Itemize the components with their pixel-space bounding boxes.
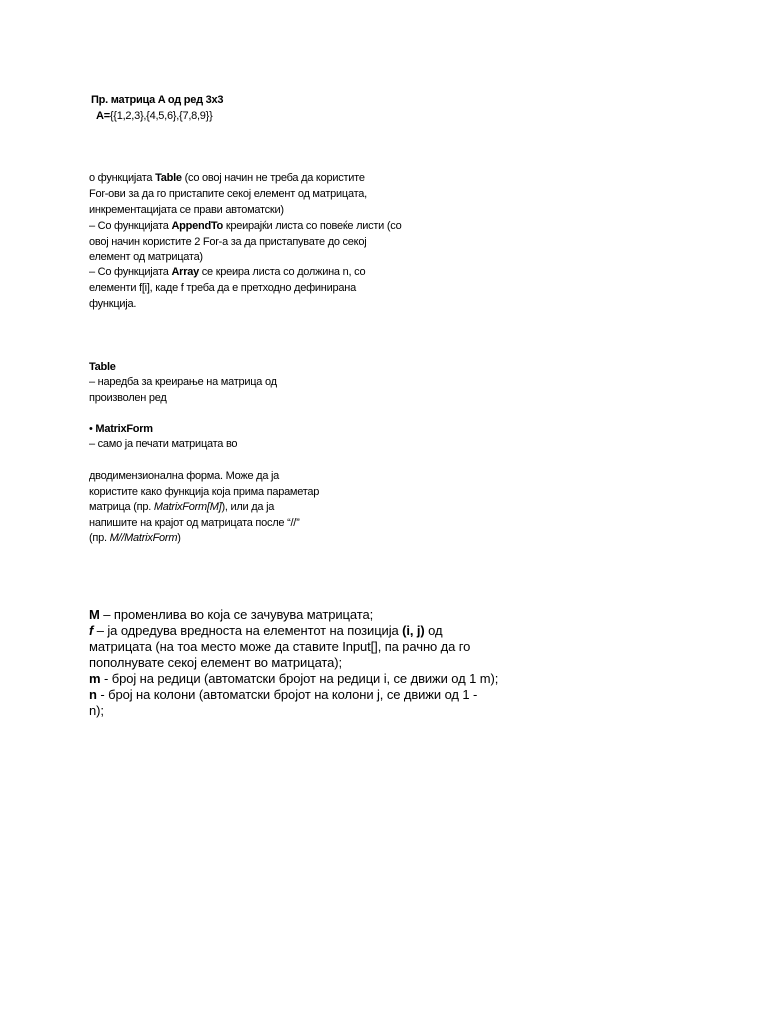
- methods-line-2: For-ови за да го пристапите секој елемент од матрицата,: [89, 188, 367, 200]
- table-desc-2: произволен ред: [89, 392, 167, 404]
- matrixform-desc-6: (пр. M//MatrixForm): [89, 532, 181, 544]
- bullet-icon: •: [89, 423, 93, 435]
- param-cols-line-2: n);: [89, 703, 104, 718]
- param-f-line-1: f – ја одредува вредноста на елементот на позиција (i, j) од: [89, 623, 443, 638]
- param-f-line-3: пополнувате секој елемент во матрицата);: [89, 655, 342, 670]
- example-title: Пр. матрица A од ред 3x3: [91, 94, 224, 106]
- methods-line-8: елементи f[i], каде f треба да е претходно дефинирана: [89, 282, 356, 294]
- methods-line-7: – Со функцијата Array се креира листа со должина n, со: [89, 266, 366, 278]
- methods-line-6: елемент од матрицата): [89, 251, 203, 263]
- param-f-line-2: матрицата (на тоа место може да ставите Input[], па рачно да го: [89, 639, 471, 654]
- table-desc-1: – наредба за креирање на матрица од: [89, 376, 277, 388]
- methods-line-9: функција.: [89, 298, 137, 310]
- matrixform-desc-1: – само ја печати матрицата во: [89, 438, 238, 450]
- matrixform-desc-3: користите како функција која прима параметар: [89, 486, 320, 498]
- table-heading: Table: [89, 361, 116, 373]
- methods-line-3: инкрементацијата се прави автоматски): [89, 204, 284, 216]
- methods-line-5: овој начин користите 2 For-а за да пристапувате до секој: [89, 236, 367, 248]
- param-rows-line: m - број на редици (автоматски бројот на редици i, се движи од 1 m);: [89, 671, 499, 686]
- matrixform-heading: • MatrixForm: [89, 423, 153, 435]
- matrixform-desc-4: матрица (пр. MatrixForm[M]), или да ја: [89, 501, 275, 513]
- param-cols-line-1: n - број на колони (автоматски бројот на колони j, се движи од 1 -: [89, 687, 478, 702]
- param-m-line: M – променлива во која се зачувува матрицата;: [89, 607, 374, 622]
- matrixform-desc-5: напишите на крајот од матрицата после “//”: [89, 517, 300, 529]
- example-matrix: A={{1,2,3},{4,5,6},{7,8,9}}: [96, 110, 213, 122]
- methods-line-4: – Со функцијата AppendTo креирајќи листа со повеќе листи (со: [89, 220, 402, 232]
- matrixform-desc-2: дводимензионална форма. Може да ја: [89, 470, 280, 482]
- methods-line-1: o функцијата Table (со овој начин не треба да користите: [89, 172, 365, 184]
